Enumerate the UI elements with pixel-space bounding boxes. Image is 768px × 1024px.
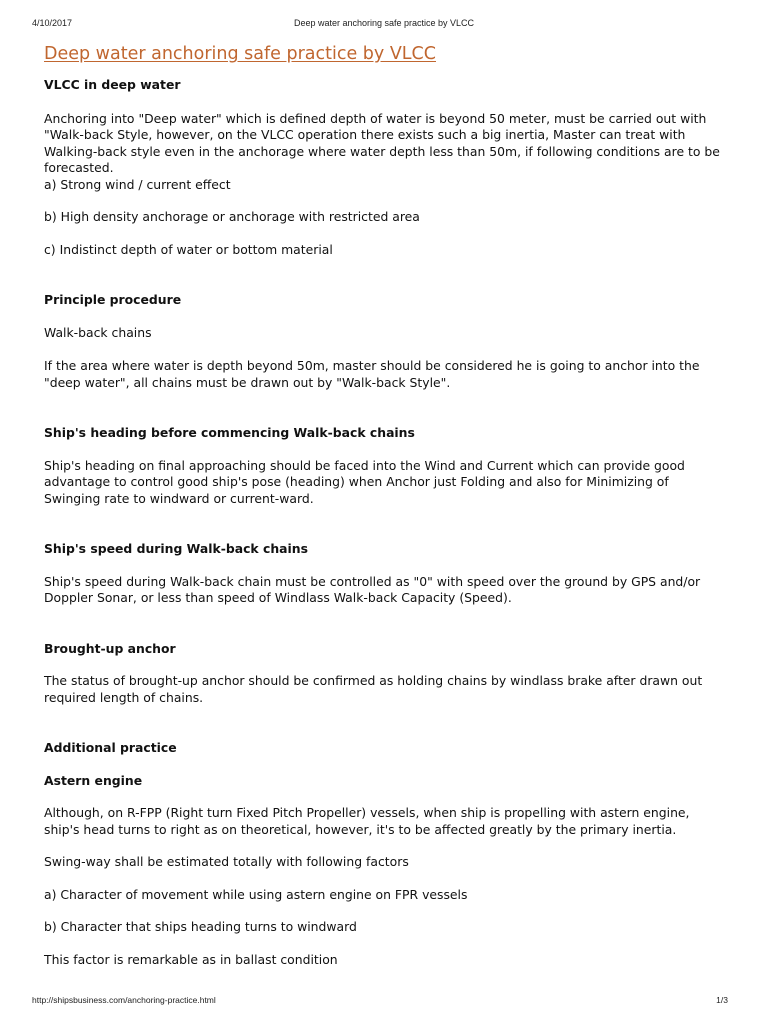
section-heading-brought-up: Brought-up anchor <box>44 640 176 656</box>
section-heading-ship-speed: Ship's speed during Walk-back chains <box>44 541 308 556</box>
paragraph-brought-up: The status of brought-up anchor should be confirmed as holding chains by windlass brake after drawn out required length of chains. <box>44 673 703 705</box>
paragraph-principle-text: If the area where water is depth beyond 50m, master should be considered he is going to anchor into the "deep water", all chains must be drawn out by "Walk-back Style". <box>44 358 700 390</box>
article-content <box>44 43 724 968</box>
paragraph-astern-engine: Although, on R-FPP (Right turn Fixed Pitch Propeller) vessels, when ship is propelling with astern engine, ship's head turns to right as on theoretical, however, it's to be affected greatly by the primary inertia. <box>44 805 690 837</box>
list-item-additional-a: a) Character of movement while using astern engine on FPR vessels <box>44 886 468 902</box>
print-page-title: Deep water anchoring safe practice by VLCC <box>293 18 475 28</box>
print-date: 4/10/2017 <box>32 18 73 28</box>
section-subheading-astern-engine: Astern engine <box>44 772 143 788</box>
document-title[interactable]: Deep water anchoring safe practice by VLCC <box>44 44 436 64</box>
print-header <box>32 18 736 32</box>
list-item-additional-b: b) Character that ships heading turns to windward <box>44 919 357 934</box>
page-number: 1/3 <box>716 995 728 1005</box>
paragraph-vlcc-intro: Anchoring into "Deep water" which is defined depth of water is beyond 50 meter, must be carried out with "Walk-back Style, however, on the VLCC operation there exists such a big inertia, Master can treat with Walking-back style even in the anchorage where water depth less than 50m, if following conditions are to be forecasted. <box>44 110 720 175</box>
list-item-vlcc-a: a) Strong wind / current effect <box>44 176 231 192</box>
list-item-vlcc-c: c) Indistinct depth of water or bottom material <box>44 241 333 257</box>
section-heading-additional: Additional practice <box>44 740 177 755</box>
section-heading-ship-heading: Ship's heading before commencing Walk-back chains <box>44 425 415 440</box>
section-heading-principle: Principle procedure <box>44 292 182 307</box>
section-heading-vlcc: VLCC in deep water <box>44 77 181 92</box>
list-item-vlcc-b: b) High density anchorage or anchorage with restricted area <box>44 209 420 224</box>
print-footer <box>32 995 728 1007</box>
paragraph-swing-way: Swing-way shall be estimated totally with following factors <box>44 854 409 869</box>
paragraph-ship-heading: Ship's heading on final approaching should be faced into the Wind and Current which can provide good advantage to control good ship's pose (heading) when Anchor just Folding and also for Minimizing of Swinging rate to windward or current-ward. <box>44 457 685 506</box>
print-url: http://shipsbusiness.com/anchoring-practice.html <box>32 995 216 1005</box>
paragraph-principle-sub: Walk-back chains <box>44 324 152 340</box>
paragraph-ship-speed: Ship's speed during Walk-back chain must be controlled as "0" with speed over the ground by GPS and/or Doppler Sonar, or less than speed of Windlass Walk-back Capacity (Speed). <box>44 573 701 605</box>
paragraph-ballast: This factor is remarkable as in ballast condition <box>44 951 338 967</box>
